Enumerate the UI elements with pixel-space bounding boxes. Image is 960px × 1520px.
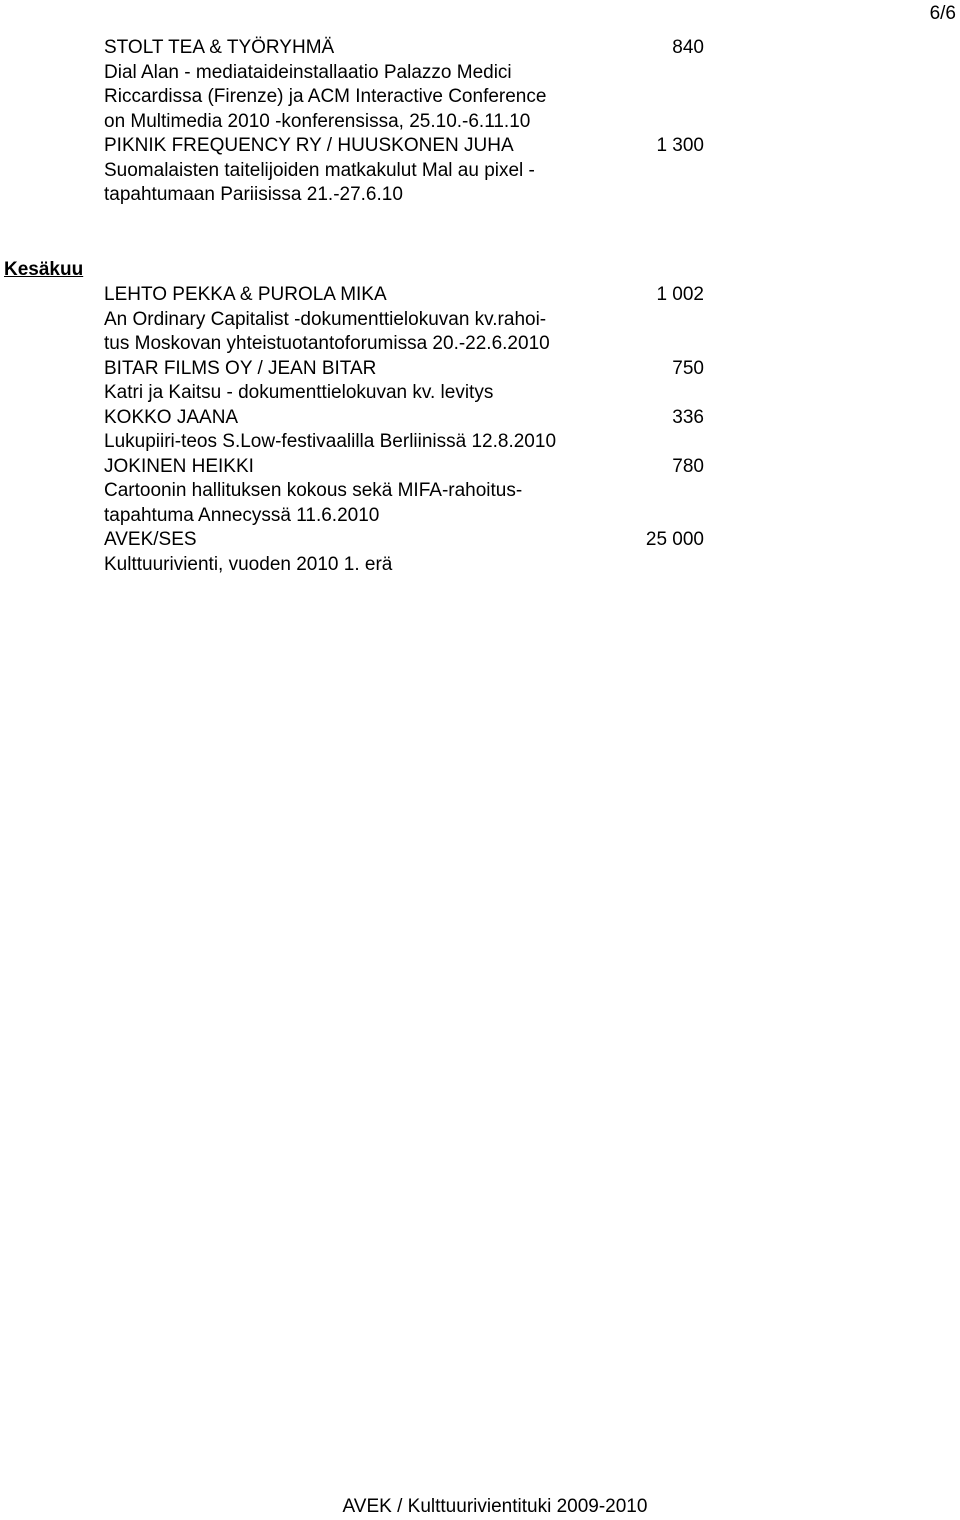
- grant-amount: 25 000: [645, 529, 704, 550]
- grant-amount: 1 300: [656, 135, 704, 156]
- recipient-name: LEHTO PEKKA & PUROLA MIKA: [104, 284, 387, 305]
- recipient-name: PIKNIK FREQUENCY RY / HUUSKONEN JUHA: [104, 135, 514, 156]
- recipient-name: AVEK/SES: [104, 529, 197, 550]
- grant-description-line: tapahtuma Annecyssä 11.6.2010: [104, 504, 380, 526]
- grant-description-line: on Multimedia 2010 -konferensissa, 25.10.-6.11.10: [104, 110, 531, 132]
- recipient-name: BITAR FILMS OY / JEAN BITAR: [104, 357, 377, 379]
- grant-entry: [104, 134, 704, 208]
- grant-description-line: Cartoonin hallituksen kokous sekä MIFA-rahoitus-: [104, 480, 523, 501]
- recipient-name: KOKKO JAANA: [104, 406, 239, 428]
- grant-list-june: [104, 283, 704, 577]
- grant-entry: [104, 36, 704, 134]
- grant-amount: 1 002: [656, 284, 704, 305]
- grant-amount: 780: [672, 455, 704, 477]
- grant-description-line: Katri ja Kaitsu - dokumenttielokuvan kv. levitys: [104, 382, 494, 403]
- grant-entry: [104, 357, 704, 406]
- page-number: 6/6: [929, 3, 956, 24]
- grant-description-line: Lukupiiri-teos S.Low-festivaalilla Berliinissä 12.8.2010: [104, 431, 557, 452]
- grant-description-line: tapahtumaan Pariisissa 21.-27.6.10: [104, 184, 403, 205]
- grant-description-line: tus Moskovan yhteistuotantoforumissa 20.-22.6.2010: [104, 333, 550, 354]
- grant-entry: [104, 283, 704, 357]
- grant-description-line: Suomalaisten taitelijoiden matkakulut Mal au pixel -: [104, 159, 535, 181]
- grant-description-line: Riccardissa (Firenze) ja ACM Interactive Conference: [104, 86, 547, 107]
- grant-list-previous-month: [104, 36, 704, 208]
- grant-description-line: Kulttuurivienti, vuoden 2010 1. erä: [104, 553, 393, 575]
- grant-amount: 336: [672, 406, 704, 428]
- grant-entry: [104, 528, 704, 577]
- grant-description-line: Dial Alan - mediataideinstallaatio Palazzo Medici: [104, 61, 512, 83]
- grant-amount: 840: [672, 37, 704, 58]
- grant-entry: [104, 455, 704, 529]
- grant-entry: [104, 406, 704, 455]
- month-heading: Kesäkuu: [4, 259, 84, 280]
- page-footer: AVEK / Kulttuurivientituki 2009-2010: [342, 1496, 648, 1517]
- grant-description-line: An Ordinary Capitalist -dokumenttielokuvan kv.rahoi-: [104, 308, 547, 330]
- grant-amount: 750: [672, 357, 704, 379]
- recipient-name: JOKINEN HEIKKI: [104, 455, 254, 477]
- recipient-name: STOLT TEA & TYÖRYHMÄ: [104, 37, 335, 58]
